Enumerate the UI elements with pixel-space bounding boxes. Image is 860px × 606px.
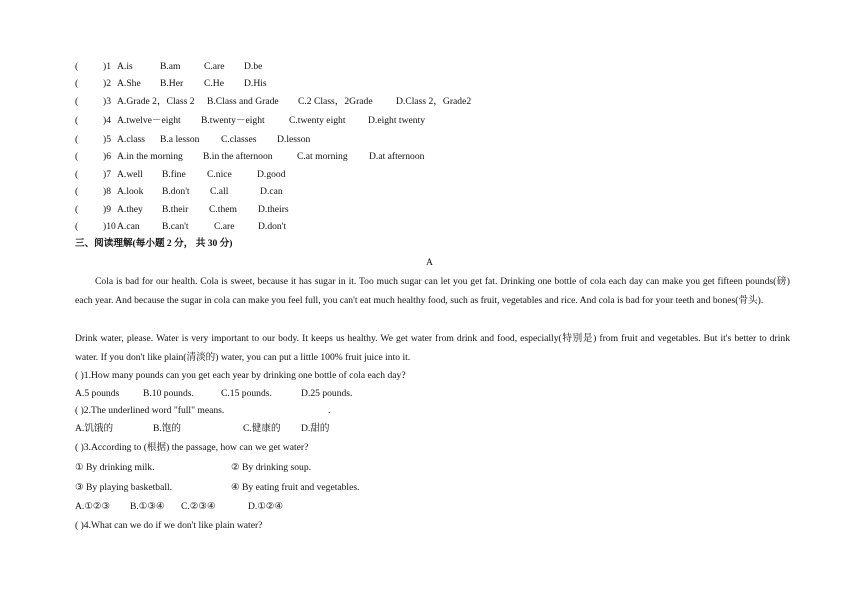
option-a: A.in the morning (117, 151, 183, 162)
question-3-item-2: ② By drinking soup. (231, 462, 312, 473)
cloze-answer-row (75, 61, 263, 73)
option-c: C.classes (221, 134, 257, 145)
question-1-stem: ( )1.How many pounds can you get each year by drinking one bottle of cola each day? (75, 370, 406, 381)
answer-paren: ( (75, 134, 79, 145)
question-number: )7 (103, 169, 111, 180)
answer-paren: ( (75, 96, 79, 107)
option-a: A.they (117, 204, 143, 215)
option-b: B.don't (162, 186, 190, 197)
option-d: D.Class 2，Grade2 (396, 96, 472, 107)
option-d: D.lesson (277, 134, 311, 145)
option-d: D.His (244, 78, 267, 89)
option-b: B.twenty－eight (201, 115, 265, 126)
section-title: 三、阅读理解(每小题 2 分， 共 30 分) (75, 238, 233, 249)
question-2-stem: ( )2.The underlined word "full" means. (75, 405, 225, 416)
question-1-option-d: D.25 pounds. (301, 388, 353, 399)
option-a: A.well (117, 169, 143, 180)
question-1-option-c: C.15 pounds. (221, 388, 272, 399)
option-d: D.be (244, 61, 263, 72)
option-a: A.twelve－eight (117, 115, 181, 126)
question-3-stem: ( )3.According to (根据) the passage, how can we get water? (75, 442, 309, 453)
passage-paragraph-2: Drink water, please. Water is very important to our body. It keeps us healthy. We get water from drink and food, especially(特别是) from fruit and vegetables. But it's better to drink water. If you don't like plain(清淡的) water, you can put a little 100% fruit juice into it. (75, 333, 790, 363)
question-4-stem: ( )4.What can we do if we don't like plain water? (75, 520, 263, 531)
question-2-option-a: A.饥饿的 (75, 423, 114, 434)
option-b: B.can't (162, 221, 189, 232)
option-b: B.fine (162, 169, 186, 180)
option-b: B.Her (160, 78, 184, 89)
answer-paren: ( (75, 78, 79, 89)
option-d: D.at afternoon (369, 151, 425, 162)
question-2-option-c: C.健康的 (243, 423, 281, 434)
option-b: B.their (162, 204, 189, 215)
cloze-answer-row (75, 96, 472, 108)
option-d: D.can (260, 186, 283, 197)
cloze-answer-row (75, 78, 267, 90)
question-number: )4 (103, 115, 111, 126)
option-c: C.at morning (297, 151, 348, 162)
option-c: C.He (204, 78, 224, 89)
answer-paren: ( (75, 115, 79, 126)
cloze-answer-row (75, 169, 286, 181)
cloze-answer-row (75, 115, 426, 127)
option-c: C.nice (207, 169, 232, 180)
question-3-option-b: B.①③④ (130, 501, 165, 512)
answer-paren: ( (75, 151, 79, 162)
option-c: C.twenty eight (289, 115, 346, 126)
answer-paren: ( (75, 221, 79, 232)
option-c: C.are (214, 221, 235, 232)
answer-paren: ( (75, 186, 79, 197)
answer-paren: ( (75, 61, 79, 72)
passage-paragraph-1: Cola is bad for our health. Cola is sweet, because it has sugar in it. Too much sugar can let you get fat. Drinking one bottle of cola each day can make you get fifteen pounds(磅) each year. And because the sugar in cola can make you feel full, you can't eat much healthy food, such as fruit, vegetables and rice. And cola is bad for your teeth and bones(骨头). (75, 276, 790, 306)
question-1-option-b: B.10 pounds. (143, 388, 194, 399)
option-a: A.is (117, 61, 133, 72)
question-2-option-d: D.甜的 (301, 423, 330, 434)
passage-label: A (426, 257, 433, 268)
option-d: D.don't (258, 221, 287, 232)
option-a: A.She (117, 78, 141, 89)
question-number: )9 (103, 204, 111, 215)
question-number: )1 (103, 61, 111, 72)
question-3-item-4: ④ By eating fruit and vegetables. (231, 482, 360, 493)
question-number: )2 (103, 78, 111, 89)
question-3-option-a: A.①②③ (75, 501, 111, 512)
question-number: )6 (103, 151, 111, 162)
question-number: )3 (103, 96, 111, 107)
option-d: D.theirs (258, 204, 289, 215)
question-3-item-1: ① By drinking milk. (75, 462, 155, 473)
option-d: D.eight twenty (368, 115, 426, 126)
option-a: A.Grade 2，Class 2 (117, 96, 195, 107)
option-a: A.class (117, 134, 145, 145)
answer-paren: ( (75, 169, 79, 180)
option-b: B.in the afternoon (203, 151, 273, 162)
question-3-option-d: D.①②④ (248, 501, 284, 512)
question-number: )8 (103, 186, 111, 197)
option-b: B.a lesson (160, 134, 200, 145)
option-a: A.look (117, 186, 144, 197)
option-c: C.2 Class，2Grade (298, 96, 373, 107)
question-number: )10 (103, 221, 116, 232)
option-c: C.are (204, 61, 225, 72)
option-d: D.good (257, 169, 286, 180)
option-b: B.Class and Grade (207, 96, 279, 107)
answer-paren: ( (75, 204, 79, 215)
option-a: A.can (117, 221, 140, 232)
question-number: )5 (103, 134, 111, 145)
option-c: C.them (209, 204, 237, 215)
question-3-option-c: C.②③④ (181, 501, 216, 512)
question-1-option-a: A.5 pounds (75, 388, 120, 399)
cloze-answer-row (75, 204, 289, 216)
cloze-answer-row (75, 134, 311, 146)
question-2-blank-end: . (328, 405, 331, 416)
question-2-option-b: B.饱的 (153, 423, 181, 434)
cloze-answer-row (75, 151, 425, 163)
option-c: C.all (210, 186, 229, 197)
cloze-answer-row (75, 186, 283, 198)
option-b: B.am (160, 61, 181, 72)
question-3-item-3: ③ By playing basketball. (75, 482, 173, 493)
cloze-answer-row (75, 221, 287, 233)
